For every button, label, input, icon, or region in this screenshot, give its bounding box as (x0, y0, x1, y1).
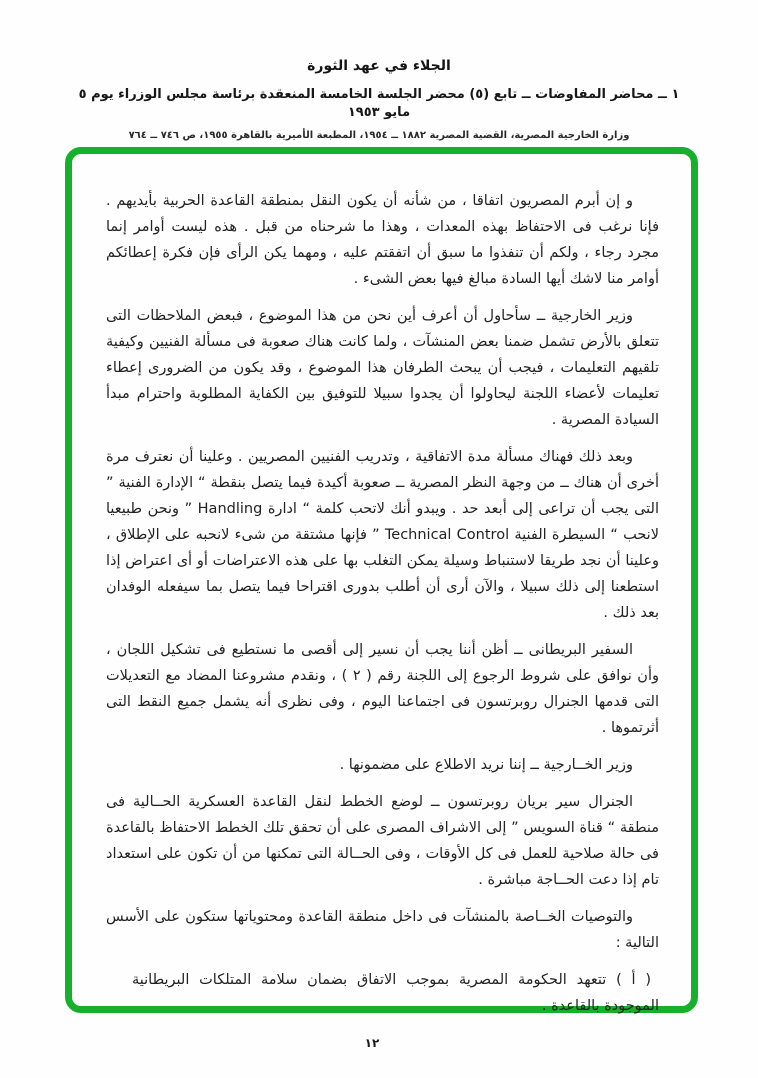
paragraph-3-agreement-duration: وبعد ذلك فهناك مسألة مدة الاتفاقية ، وتدريب الفنيين المصريين . وعلينا أن نعترف مرة أخرى أن هناك ــ من وجهة النظر المصرية ــ صعوبة أكيدة فيما يتصل بنقطة “ الإدارة الفنية ” التى يجب أن تراعى إلى أبعد حد . ويبدو أنك لاتحب كلمة “ ادارة Handling ” ونحن طبيعيا لانحب “ السيطرة الفنية Technical Control ” فإنها مشتقة من شىء لانحبه على الإطلاق ، وعلينا أن نجد طريقا لاستنباط وسيلة يمكن التغلب بها على هذه الاعتراضات أو أى اعتراض إذا استطعنا إلى ذلك سبيلا ، والآن أرى أن أطلب بدورى اقتراحا فيما يتصل بما سيفعله الوفدان بعد ذلك . (106, 449, 659, 621)
paragraph-8-clause-a: ( أ ) تتعهد الحكومة المصرية بموجب الاتفاق بضمان سلامة المتلكات البريطانية الموجودة بالقاعدة . (132, 972, 659, 1014)
paragraph-6-general-robertson: الجنرال سير بريان روبرتسون ــ لوضع الخطط لنقل القاعدة العسكرية الحــالية فى منطقة “ قناة السويس ” إلى الاشراف المصرى على أن تحقق تلك الخطط الاحتفاظ بالقاعدة فى حالة صلاحية للعمل فى كل الأوقات ، وفى الحــالة التى تمكنها من أن تكون على استعداد تام إذا دعت الحــاجة مباشرة . (106, 794, 659, 888)
scanned-text-block (72, 154, 691, 1019)
header-entry-line: ١ ــ محاضر المفاوضات ــ تابع (٥) محضر الجلسة الخامسة المنعقدة برئاسة مجلس الوزراء يوم ٥ مايو ١٩٥٣ (78, 87, 680, 120)
page-title: الجلاء في عهد الثورة (307, 58, 451, 74)
paragraph-4-british-ambassador: السفير البريطانى ــ أظن أننا يجب أن نسير إلى أقصى ما نستطيع فى تشكيل اللجان ، وأن نوافق على شروط الرجوع إلى اللجنة رقم ( ٢ ) ، ونقدم مشروعنا المضاد مع التعديلات التى قدمها الجنرال روبرتسون فى اجتماعنا اليوم ، وفى نظرى أنه يشمل جميع النقط التى أثرتموها . (106, 642, 659, 736)
paragraph-1: و إن أبرم المصريون اتفاقا ، من شأنه أن يكون النقل بمنطقة القاعدة الحربية بأيديهم . فإنا نرغب فى الاحتفاظ بهذه المعدات ، وهذا ما شرحناه من قبل . هذه ليست أوامر إنما مجرد رجاء ، ولكم أن تنفذوا ما سبق أن اتفقتم عليه ، ومهما يكن الرأى فإن فكرة إعطائكم أوامر منا لاشك أيها السادة مبالغ فيها بعض الشىء . (106, 193, 659, 287)
paragraph-5-foreign-minister-reply: وزير الخــارجية ــ إننا نريد الاطلاع على مضمونها . (339, 757, 633, 773)
header-source-citation: وزارة الخارجية المصرية، القضية المصرية ١٨٨٢ ــ ١٩٥٤، المطبعة الأميرية بالقاهرة ١٩٥٥، ص ٧٤٦ ــ ٧٦٤ (128, 130, 630, 141)
document-header (0, 58, 758, 141)
paragraph-2-foreign-minister: وزير الخارجية ــ سأحاول أن أعرف أين نحن من هذا الموضوع ، فبعض الملاحظات التى تتعلق بالأرض تشمل ضمنا بعض المنشآت ، ولما كانت هناك صعوبة فى مسألة الفنيين وكيفية تلقيهم التعليمات ، فيجب أن يبحث الطرفان هذا الموضوع ، وقد يكون من الضرورى إعطاء تعليمات لأعضاء اللجنة ليحاولوا أن يجدوا سبيلا للتوفيق بين الكفاية المطلوبة واحترام مبدأ السيادة المصرية . (106, 308, 659, 428)
page-number: ١٢ (364, 1036, 380, 1050)
green-highlight-frame (65, 147, 698, 1013)
paragraph-7-recommendations-intro: والتوصيات الخــاصة بالمنشآت فى داخل منطقة القاعدة ومحتوياتها ستكون على الأسس التالية : (106, 909, 659, 951)
